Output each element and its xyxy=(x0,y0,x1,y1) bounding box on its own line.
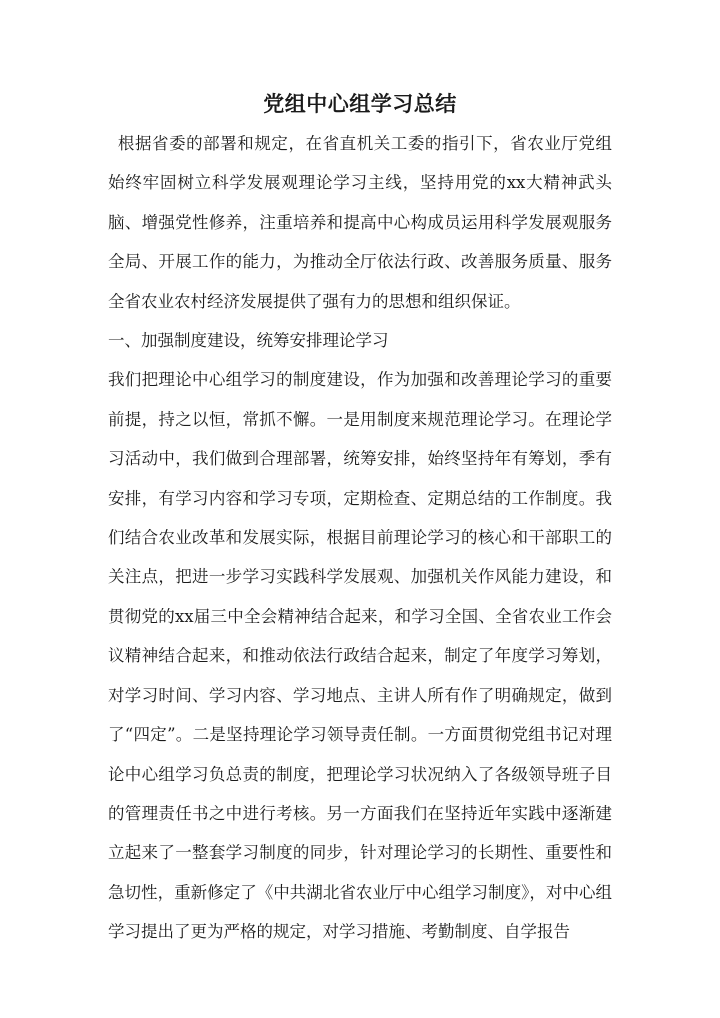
body-paragraph: 我们把理论中心组学习的制度建设，作为加强和改善理论学习的重要前提，持之以恒，常抓不懈。一是用制度来规范理论学习。在理论学习活动中，我们做到合理部署，统筹安排，始终坚持年有筹划，季有安排，有学习内容和学习专项，定期检查、定期总结的工作制度。我们结合农业改革和发展实际，根据目前理论学习的核心和干部职工的关注点，把进一步学习实践科学发展观、加强机关作风能力建设，和贯彻党的xx届三中全会精神结合起来，和学习全国、全省农业工作会议精神结合起来，和推动依法行政结合起来，制定了年度学习筹划，对学习时间、学习内容、学习地点、主讲人所有作了明确规定，做到了“四定”。二是坚持理论学习领导责任制。一方面贯彻党组书记对理论中心组学习负总责的制度，把理论学习状况纳入了各级领导班子目的管理责任书之中进行考核。另一方面我们在坚持近年实践中逐渐建立起来了一整套学习制度的同步，针对理论学习的长期性、重要性和急切性，重新修定了《中共湖北省农业厅中心组学习制度》，对中心组学习提出了更为严格的规定，对学习措施、考勤制度、自学报告 xyxy=(108,370,612,942)
intro-paragraph: 根据省委的部署和规定，在省直机关工委的指引下，省农业厅党组始终牢固树立科学发展观理论学习主线，坚持用党的xx大精神武头脑、增强党性修养，注重培养和提高中心构成员运用科学发展观服务全局、开展工作的能力，为推动全厅依法行政、改善服务质量、服务全省农业农村经济发展提供了强有力的思想和组织保证。 xyxy=(108,134,612,311)
document-title: 党组中心组学习总结 xyxy=(263,91,457,116)
section-heading: 一、加强制度建设，统筹安排理论学习 xyxy=(108,331,389,351)
document-page xyxy=(108,88,612,952)
